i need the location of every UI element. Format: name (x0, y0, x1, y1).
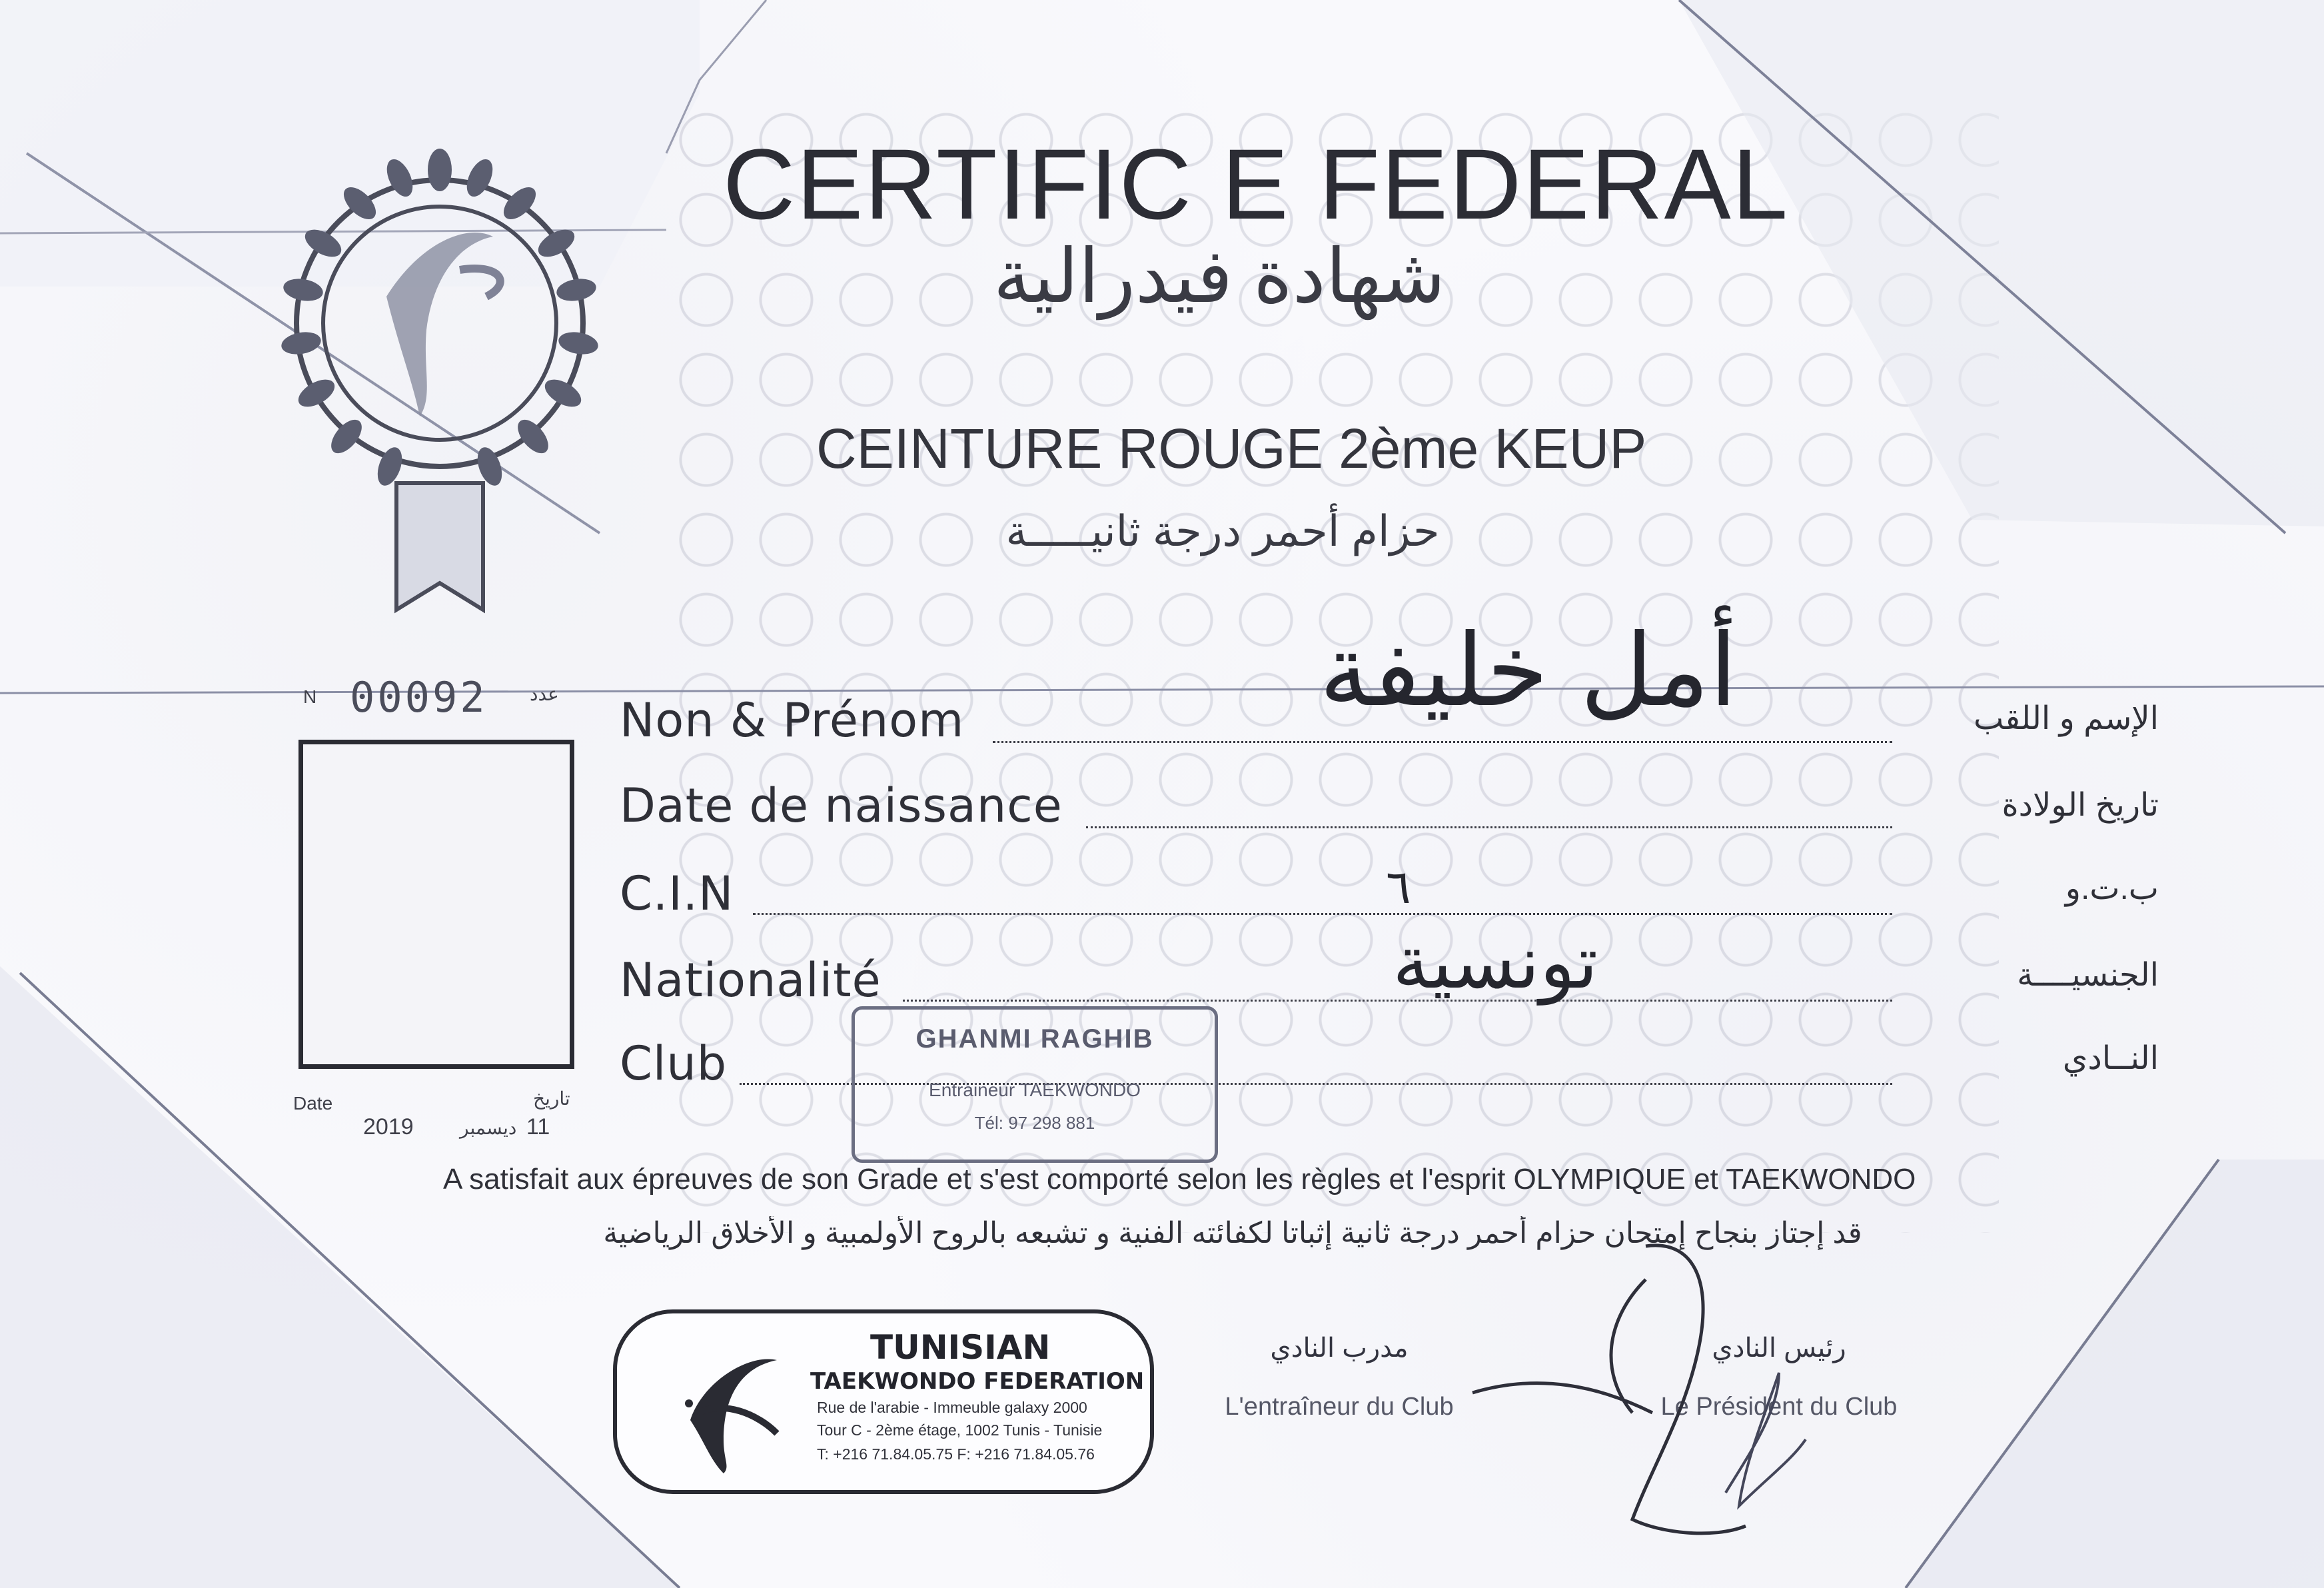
serial-label-arabic: عدد (530, 684, 559, 704)
grade-title: CEINTURE ROUGE 2ème KEUP (816, 417, 1647, 480)
federation-seal-icon (247, 130, 633, 636)
date-month-arabic: ديسمبر (460, 1118, 517, 1138)
serial-prefix: N (303, 686, 317, 707)
date-label: Date (293, 1093, 333, 1114)
coach-stamp (852, 1006, 1218, 1163)
field-line (753, 913, 1892, 915)
field-label-arabic: الجنسيــــة (2017, 958, 2159, 993)
federation-name: TUNISIAN (870, 1328, 1051, 1367)
top-right-fold (1679, 0, 2324, 526)
federation-stamp (613, 1309, 1154, 1494)
field-label-arabic: النــادي (2062, 1041, 2159, 1076)
field-label: C.I.N (620, 866, 734, 921)
date-year: 2019 (363, 1114, 414, 1140)
statement-text: A satisfait aux épreuves de son Grade et s'est comporté selon les règles et l'esprit OLYMPIQUE et TAEKWONDO (443, 1163, 1916, 1195)
federation-phone: T: +216 71.84.05.75 F: +216 71.84.05.76 (817, 1445, 1095, 1463)
date-day: 11 (526, 1114, 550, 1140)
federation-address-2: Tour C - 2ème étage, 1002 Tunis - Tunisie (817, 1421, 1103, 1439)
stamp-line-2: Entraineur TAEKWONDO (929, 1080, 1141, 1100)
date-label-arabic: تاريخ (533, 1088, 570, 1109)
president-signature (1726, 1373, 1806, 1506)
handwritten-signatures (1433, 1239, 2032, 1559)
handwritten-cin: ٦ (1386, 860, 1411, 914)
field-label: Club (620, 1036, 728, 1091)
certificate-title-arabic: شهادة فيدرالية (993, 235, 1446, 318)
field-label-arabic: تاريخ الولادة (2002, 788, 2159, 823)
field-label-arabic: ب.ت.و (2065, 871, 2159, 906)
certificate-title: CERTIFIC E FEDERAL (723, 128, 1790, 240)
stamp-line-1: GHANMI RAGHIB (915, 1024, 1154, 1054)
field-label-arabic: الإسم و اللقب (1974, 701, 2159, 736)
field-label: Nationalité (620, 953, 881, 1008)
president-signature-label-arabic: رئيس النادي (1712, 1333, 1846, 1363)
horizontal-crease (0, 686, 2324, 693)
federation-address-1: Rue de l'arabie - Immeuble galaxy 2000 (817, 1399, 1087, 1416)
federation-name-line-2: TAEKWONDO FEDERATION (810, 1368, 1145, 1395)
statement-text-arabic: قد إجتاز بنجاح إمتحان حزام أحمر درجة ثانية إثباتا لكفائته الفنية و تشبعه بالروح الأولمبية و الأخلاق الرياضية (603, 1217, 1862, 1249)
field-line (993, 741, 1892, 743)
stamp-line-3: Tél: 97 298 881 (974, 1113, 1095, 1133)
coach-signature (1472, 1245, 1746, 1533)
coach-signature-label-arabic: مدرب النادي (1270, 1333, 1409, 1363)
coach-signature-label: L'entraîneur du Club (1225, 1393, 1454, 1421)
serial-number: 00092 (350, 673, 488, 722)
field-label: Date de naissance (620, 778, 1063, 833)
handwritten-nationality: تونسية (1393, 920, 1598, 1005)
field-line (1086, 826, 1892, 828)
field-label: Non & Prénom (620, 693, 965, 748)
handwritten-name: أمل خليفة (1319, 613, 1738, 729)
federation-logo-icon (677, 1340, 784, 1473)
president-signature-label: Le Président du Club (1660, 1393, 1898, 1421)
photo-box (298, 740, 574, 1069)
grade-title-arabic: حزام أحمر درجة ثانيـــــة (1005, 507, 1440, 555)
